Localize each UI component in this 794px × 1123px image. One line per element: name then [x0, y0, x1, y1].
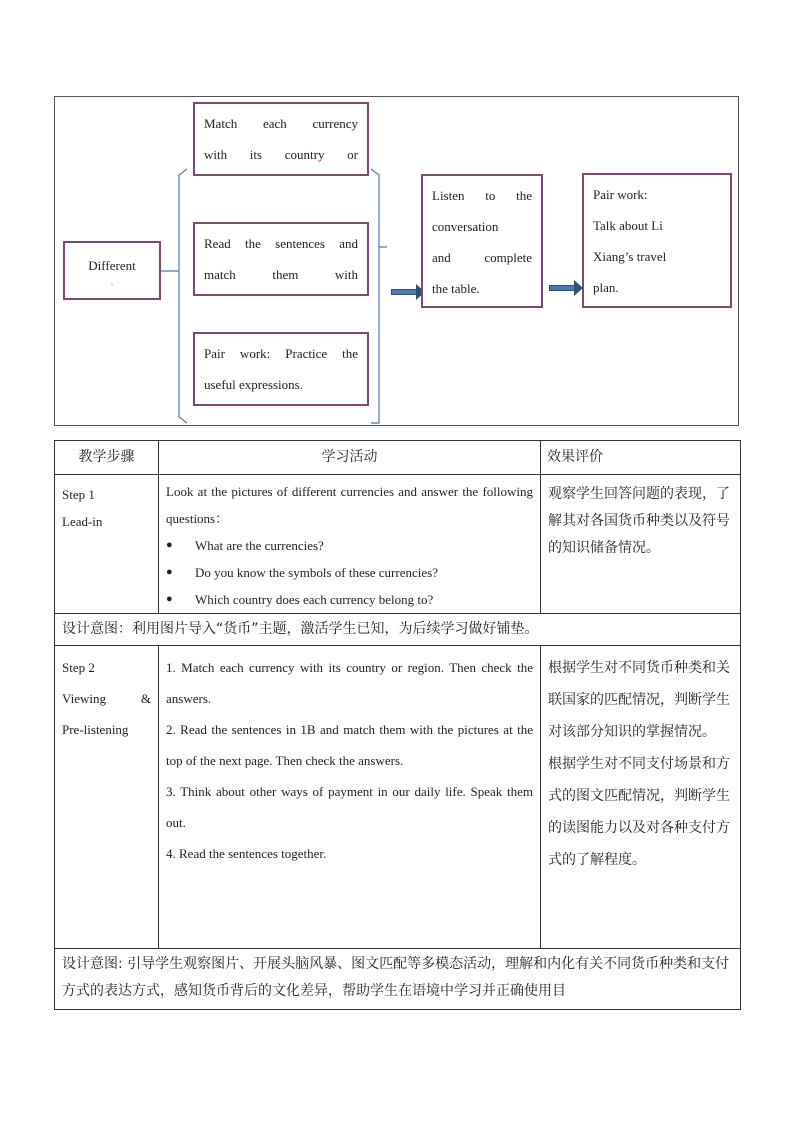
node-match-line2: with its country or: [204, 147, 358, 162]
step2-evaluation-2: 根据学生对不同支付场景和方式的图文匹配情况，判断学生的读图能力以及对各种支付方式的了解程度。: [548, 756, 730, 868]
node-read-line1: Read the sentences and: [204, 236, 358, 251]
list-item: 2. Read the sentences in 1B and match them with the pictures at the top of the next page. Then check the answers.: [166, 722, 533, 768]
node-talk-line3: Xiang’s travel: [593, 249, 667, 264]
table-row-step2: [55, 646, 741, 949]
step1-evaluation: 观察学生回答问题的表现，了解其对各国货币种类以及符号的知识储备情况。: [541, 475, 741, 614]
step2-activities: [159, 646, 541, 949]
node-read-line2: match them with: [204, 267, 358, 282]
step1-design-intent: 设计意图：利用图片导入“货币”主题，激活学生已知，为后续学习做好铺垫。: [55, 614, 741, 646]
step2-evaluation: [541, 646, 741, 949]
step1-question-list: [166, 532, 533, 613]
node-listen-line3: and complete: [432, 250, 532, 265]
lesson-plan-table: [54, 440, 741, 1010]
list-item: ● What are the currencies?: [166, 532, 533, 559]
node-talk-line1: Pair work:: [593, 187, 648, 202]
step1-intro: Look at the pictures of different currencies and answer the following questions：: [166, 484, 533, 526]
table-row-step1: [55, 475, 741, 614]
node-match-currency: [193, 102, 369, 176]
step2-prelistening: Pre-listening: [62, 722, 129, 737]
step2-ampersand: &: [140, 691, 151, 706]
table-header-row: [55, 441, 741, 475]
step2-title: Step 2: [62, 660, 95, 675]
step2-label: [55, 646, 159, 949]
step2-viewing-word: Viewing: [62, 691, 106, 706]
node-pair-practice: [193, 332, 369, 406]
arrow-to-listen: [391, 289, 417, 295]
node-read-sentences: [193, 222, 369, 296]
node-listen: [421, 174, 543, 308]
step1-activities: [159, 475, 541, 614]
node-different-label: Different: [88, 258, 136, 273]
table-row-step1-intent: [55, 614, 741, 646]
header-teaching-steps: 教学步骤: [55, 441, 159, 475]
list-item: 1. Match each currency with its country or region. Then check the answers.: [166, 660, 533, 706]
node-different-dot: .: [111, 278, 113, 287]
node-talk-line2: Talk about Li: [593, 218, 663, 233]
node-match-line1: Match each currency: [204, 116, 358, 131]
step1-title: Step 1: [62, 487, 95, 502]
list-item: 3. Think about other ways of payment in our daily life. Speak them out.: [166, 784, 533, 830]
flow-diagram: [54, 96, 739, 426]
node-pair-line1: Pair work: Practice the: [204, 346, 358, 361]
header-learning-activities: 学习活动: [159, 441, 541, 475]
node-pair-line2: useful expressions.: [204, 377, 303, 392]
step2-evaluation-1: 根据学生对不同货币种类和关联国家的匹配情况，判断学生对该部分知识的掌握情况。: [548, 660, 730, 740]
node-talk-line4: plan.: [593, 280, 619, 295]
list-item: 4. Read the sentences together.: [166, 846, 327, 861]
list-item: ● Which country does each currency belong to?: [166, 586, 533, 613]
step1-label: [55, 475, 159, 614]
arrow-to-talk: [549, 285, 575, 291]
node-talk: [582, 173, 732, 308]
header-evaluation: 效果评价: [541, 441, 741, 475]
node-listen-line4: the table.: [432, 281, 480, 296]
step2-viewing: [62, 683, 151, 714]
step2-design-intent: 设计意图: 引导学生观察图片、开展头脑风暴、图文匹配等多模态活动，理解和内化有关不同货币种类和支付方式的表达方式，感知货币背后的文化差异，帮助学生在语境中学习并正确使用目: [55, 949, 741, 1010]
step1-subtitle: Lead-in: [62, 514, 103, 529]
node-listen-line2: conversation: [432, 219, 499, 234]
node-listen-line1: Listen to the: [432, 188, 532, 203]
list-item: ● Do you know the symbols of these currencies?: [166, 559, 533, 586]
table-row-step2-intent: [55, 949, 741, 1010]
